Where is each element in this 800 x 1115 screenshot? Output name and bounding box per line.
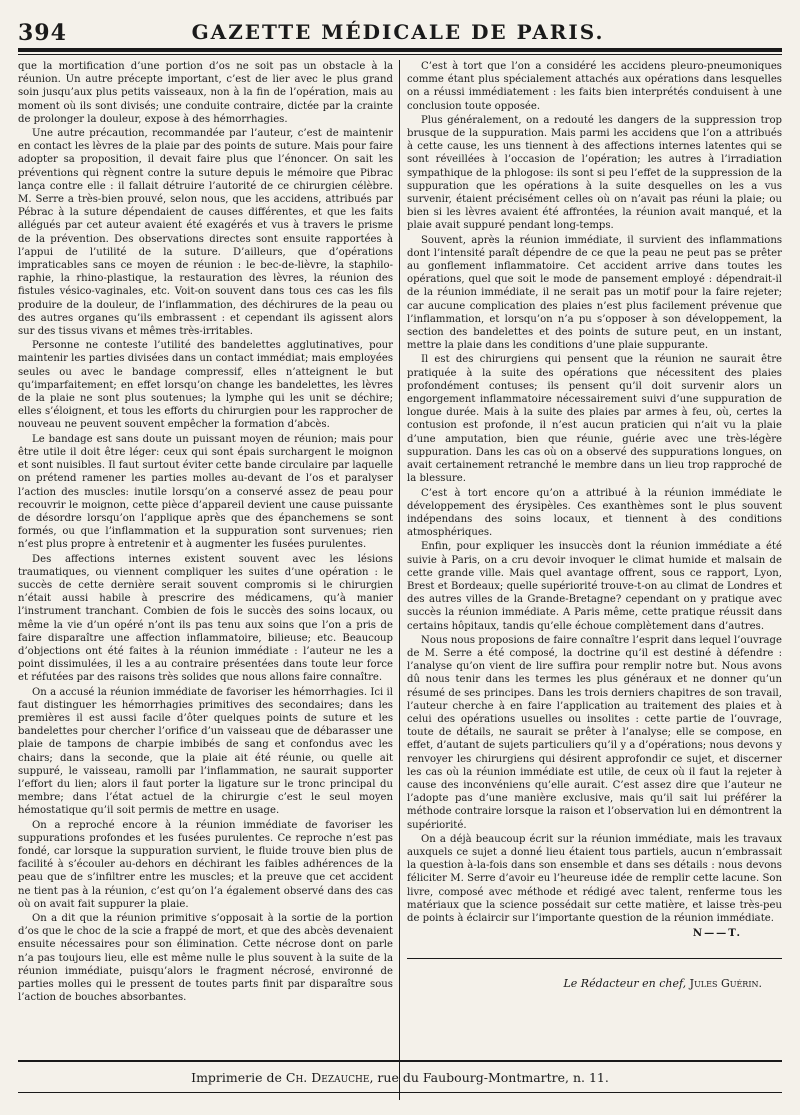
paragraph: Souvent, après la réunion immédiate, il survient des inflammations dont l’intensité paraît dépendre de ce que la peau ne peut pas se prêter au gonflement inflammatoire. Cet accident arrive dans toutes les opérations, quel que soit le mode de pansement employé : dépendrait-il de la réunion immédiate, il ne serait pas un motif pour la faire rejeter; car aucune complication des plaies n’est plus facilement prévenue que l’inflammation, et lorsqu’on n’a pu s’opposer à son développement, la section des bandelettes et des points de suture peut, en un instant, mettre la plaie dans les conditions d’une plaie suppurante. [407,234,782,352]
paragraph: On a déjà beaucoup écrit sur la réunion immédiate, mais les travaux auxquels ce sujet a donné lieu étaient tous partiels, aucun n’embrassait la question à-la-fois dans son ensemble et dans ses détails : nous devons féliciter M. Serre d’avoir eu l’heureuse idée de remplir cette lacune. Son livre, composé avec méthode et rédigé avec talent, renferme tous les matériaux que la science possédait sur cette matière, et laisse très-peu de points à éclaircir sur l’importante question de la réunion immédiate. [407,833,782,924]
imprint-prefix: Imprimerie de [191,1070,282,1085]
footer-rule-thin [18,1092,782,1093]
paragraph: On a reproché encore à la réunion immédiate de favoriser les suppurations profondes et les fusées purulentes. Ce reproche n’est pas fondé, car lorsque la suppuration survient, le fluide trouve bien plus de facilité à s’écouler au-dehors en déchirant les faibles adhérences de la peau que de s’infiltrer entre les muscles; et la preuve que cet accident ne tient pas à la réunion, c’est qu’on l’a également observé dans des cas où on avait fait suppurer la plaie. [18,819,393,910]
header-rule-thin [18,54,782,55]
paragraph: Personne ne conteste l’utilité des bandelettes agglutinatives, pour maintenir les parties divisées dans un contact immédiat; mais employées seules ou avec le bandage compressif, elles n’atteignent le but qu’imparfaitement; en effet lorsqu’on change les bandelettes, les lèvres de la plaie ne sont plus soutenues; la lymphe qui les unit se déchire; elles s’éloignent, et tous les efforts du chirurgien pour les rapprocher de nouveau ne peuvent souvent empêcher la formation d’abcès. [18,340,393,431]
column-separator [399,60,400,1100]
paragraph: Une autre précaution, recommandée par l’auteur, c’est de maintenir en contact les lèvres de la plaie par des points de suture. Mais pour faire adopter sa proposition, il devait faire plus que l’énoncer. On sait les préventions qui règnent contre la suture depuis le mémoire que Pibrac lança contre elle : il fallait détruire l’autorité de ce chirurgien célèbre. M. Serre a très-bien prouvé, selon nous, que les accidens, attribués par Pébrac à la suture dépendaient de causes différentes, et que les faits allégués par cet auteur avaient été exagérés et vus à travers le prisme de la prévention. Des observations directes sont ensuite rapportées à l’appui de l’utilité de la suture. D’ailleurs, que d’opérations impraticables sans ce moyen de réunion : le bec-de-lièvre, la staphilo-raphie, la rhino-plastique, la restauration des lèvres, la réunion des fistules vésico-vaginales, etc. Voit-on souvent dans tous ces cas les fils produire de la douleur, de l’inflammation, des déchirures de la peau ou des autres organes qu’ils embrassent : et cependant ils agissent alors sur des tissus vivans et mêmes très-irritables. [18,128,393,338]
paragraph: Nous nous proposions de faire connaître l’esprit dans lequel l’ouvrage de M. Serre a été composé, la doctrine qu’il est destiné à défendre : l’analyse qu’on vient de lire suffira pour remplir notre but. Nous avons dû nous tenir dans les termes les plus généraux et ne donner qu’un résumé de ses principes. Dans les trois derniers chapitres de son travail, l’auteur cherche à en faire l’application au traitement des plaies et à celui des opérations usuelles ou insolites : cette partie de l’ouvrage, toute de détails, ne saurait se prêter à l’analyse; elle se compose, en effet, d’autant de sujets particuliers qu’il y a d’opérations; nous devons y renvoyer les chirurgiens qui désirent approfondir ce sujet, et discerner les cas où la réunion immédiate est utile, de ceux où il faut la rejeter à cause des inconvéniens qu’elle aurait. C’est assez dire que l’auteur ne l’adopte pas d’une manière exclusive, mais qu’il sait lui préférer la méthode contraire lorsque la raison et l’observation lui en démontrent la supériorité. [407,634,782,831]
header-rule [18,48,782,52]
footer-rule [18,1060,782,1062]
paragraph: Des affections internes existent souvent avec les lésions traumatiques, ou viennent compliquer les suites d’une opération : le succès de cette dernière serait souvent compromis si le chirurgien n’était aussi habile à prescrire des médicamens, qu’à manier l’instrument tranchant. Combien de fois le succès des soins locaux, ou même la vie d’un opéré n’ont ils pas tenu aux soins que l’on a pris de faire disparaître une affection inflammatoire, bilieuse; etc. Beaucoup d’objections ont été faites à la réunion immédiate : l’auteur ne les a point dissimulées, il les a au contraire présentées dans toute leur force et réfutées par des raisons très solides que nous allons faire connaître. [18,553,393,684]
signature-rule [407,958,782,959]
journal-title: GAZETTE MÉDICALE DE PARIS. [191,20,605,44]
paragraph: On a dit que la réunion primitive s’opposait à la sortie de la portion d’os que le choc de la scie a frappé de mort, et que des abcès devenaient ensuite nécessaires pour son élimination. Cette nécrose dont on parle n’a pas toujours lieu, elle est même nulle le plus souvent à la suite de la réunion immédiate, puisqu’alors le fragment nécrosé, environné de parties molles qui le pressent de toutes parts finit par disparaître sous l’action de bouches absorbantes. [18,913,393,1004]
paragraph: Il est des chirurgiens qui pensent que la réunion ne saurait être pratiquée à la suite des opérations que nécessitent des plaies profondément contuses; ils pensent qu’il doit survenir alors un engorgement inflammatoire nécessairement suivi d’une suppuration de longue durée. Mais à la suite des plaies par armes à feu, où, certes la contusion est profonde, il n’est aucun praticien qui n’ait vu la plaie d’une amputation, bien que réunie, guérie avec une très-légère suppuration. Dans les cas où on a observé des suppurations longues, on avait certainement retranché le membre dans un lieu trop rapproché de la blessure. [407,354,782,485]
paragraph: Enfin, pour expliquer les insuccès dont la réunion immédiate a été suivie à Paris, on a cru devoir invoquer le climat humide et malsain de cette grande ville. Mais quel avantage offrent, sous ce rapport, Lyon, Brest et Bordeaux; quelle supériorité trouve-t-on au climat de Londres et des autres villes de la Grande-Bretagne? cependant on y pratique avec succès la réunion immédiate. A Paris même, cette pratique réussit dans certains hôpitaux, tandis qu’elle échoue complètement dans d’autres. [407,541,782,632]
author-signature: N——T. [692,928,742,940]
paragraph: C’est à tort que l’on a considéré les accidens pleuro-pneumoniques comme étant plus spécialement attachés aux opérations dans lesquelles on a réussi immédiatement : les faits bien interprétés conduisent à une conclusion toute opposée. [407,61,782,112]
imprint-suffix: , rue du Faubourg-Montmartre, n. 11. [369,1070,609,1085]
editor-line [407,977,782,990]
printer-imprint [0,1070,800,1085]
right-column [407,60,782,1050]
editor-prefix: Le Rédacteur en chef, [563,977,687,991]
left-column [18,60,393,1050]
right-column-body [407,60,782,925]
article-columns [18,60,782,1050]
paragraph: C’est à tort encore qu’on a attribué à la réunion immédiate le développement des érysipèles. Ces exanthèmes sont le plus souvent indépendans des soins locaux, et tiennent à des conditions atmosphériques. [407,487,782,539]
imprint-name: Ch. Dezauche [285,1070,370,1085]
paragraph: que la mortification d’une portion d’os ne soit pas un obstacle à la réunion. Un autre précepte important, c’est de lier avec le plus grand soin jusqu’aux plus petits vaisseaux, non à la fin de l’opération, mais au moment où ils sont divisés; une conduite contraire, dictée par la crainte de prolonger la douleur, expose à des hémorrhagies. [18,61,393,125]
editor-name: Jules Guérin. [689,977,762,991]
page-number: 394 [18,20,67,46]
paragraph: Plus généralement, on a redouté les dangers de la suppression trop brusque de la suppuration. Mais parmi les accidens que l’on a attribués à cette cause, les uns tiennent à des affections internes latentes qui se sont réveillées à l’occasion de l’opération; les autres à l’irradiation sympathique de la phlogose: ils sont si peu l’effet de la suppression de la suppuration que les opérations à la suite desquelles on les a vus survenir, étaient précisément celles où on n’avait pas réuni la plaie; ou bien si les lèvres avaient été affrontées, la réunion avait manqué, et la plaie avait suppuré pendant long-temps. [407,114,782,232]
paragraph: Le bandage est sans doute un puissant moyen de réunion; mais pour être utile il doit être léger: ceux qui sont épais surchargent le moignon et sont nuisibles. Il faut surtout éviter cette bande circulaire par laquelle on prétend ramener les parties molles au-devant de l’os et paralyser l’action des muscles: inutile lorsqu’on a conservé assez de peau pour recouvrir le moignon, cette pièce d’appareil devient une cause puissante de désordre lorsqu’on l’applique après que des épanchemens se sont formés, ou que l’inflammation et la suppuration sont survenues; rien n’est plus propre à entretenir et à augmenter les fusées purulentes. [18,433,393,551]
paragraph: On a accusé la réunion immédiate de favoriser les hémorrhagies. Ici il faut distinguer les hémorrhagies primitives des secondaires; dans les premières il est aussi facile d’ôter quelques points de suture et les bandelettes pour chercher l’orifice d’un vaisseau que de débarasser une plaie de tampons de charpie imbibés de sang et confondus avec les chairs; dans la seconde, que la plaie ait été réunie, ou quelle ait suppuré, le vaisseau, ramolli par l’inflammation, ne saurait supporter l’effort du lien; alors il faut porter la ligature sur le tronc principal du membre; dans l’état actuel de la chirurgie c’est le seul moyen hémostatique qu’il soit permis de mettre en usage. [18,686,393,817]
